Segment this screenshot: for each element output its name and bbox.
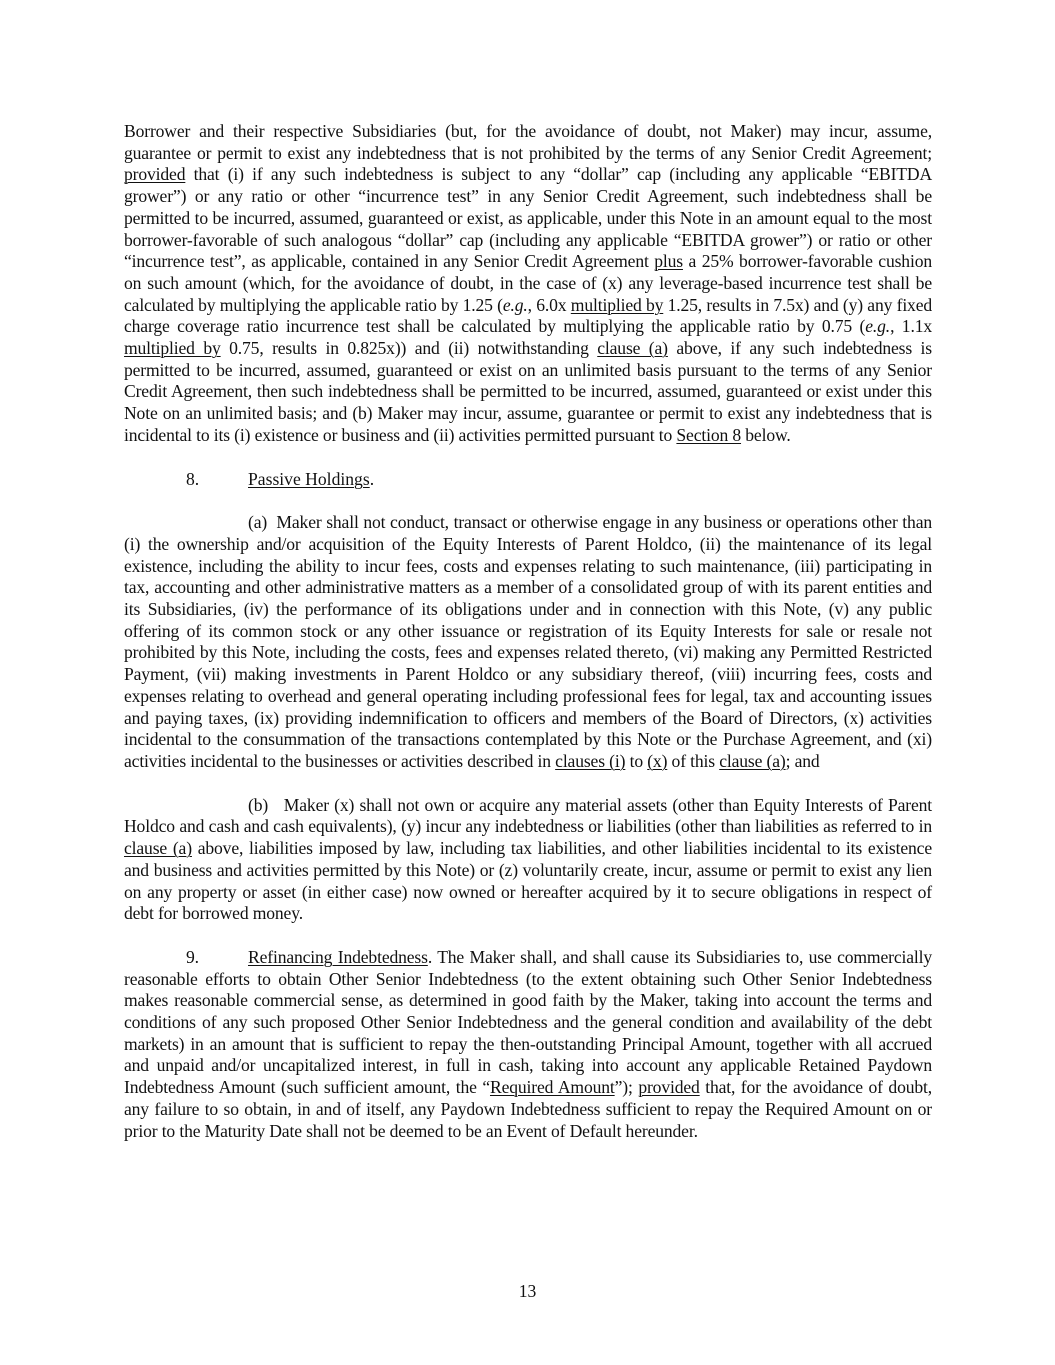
underlined-term: clause (a) bbox=[719, 750, 786, 771]
text-run: 0.75, results in 0.825x)) and (ii) notwithstanding bbox=[220, 338, 598, 359]
italic-term: e.g. bbox=[865, 316, 891, 337]
section-9-paragraph bbox=[124, 947, 932, 1142]
italic-term: e.g. bbox=[502, 294, 528, 315]
text-run: . The Maker shall, and shall cause its Subsidiaries to, use commercially reasonable efforts to obtain Other Senior Indebtedness (to the extent obtaining such Other Senior Indebtedness makes reasonable commercial sense, as determined in good faith by the Maker, taking into account the terms and conditions of any such proposed Other Senior Indebtedness and the general condition and availability of the debt markets) in an amount that is sufficient to repay the then-outstanding Principal Amount, together with all accrued and unpaid and/or uncapitalized interest, in full in cash, taking into account any applicable Retained Paydown Indebtedness Amount (such sufficient amount, the “ bbox=[124, 946, 933, 1098]
text-run: of this bbox=[667, 750, 720, 771]
text-run: (b) Maker (x) shall not own or acquire any material assets (other than Equity Interests of Parent Holdco and cash and cash equivalents), (y) incur any indebtedness or liabilities (other than liabilities as referred to in bbox=[124, 794, 932, 837]
text-run: ”); bbox=[614, 1077, 639, 1098]
text-run: that (i) if any such indebtedness is subject to any “dollar” cap (including any applicable “EBITDA grower”) or any ratio or other “incurrence test” in any Senior Credit Agreement, such indebtedness shall be permitted to be incurred, assumed, guaranteed or exist, as applicable, under this Note in an amount equal to the most borrower-favorable of such analogous “dollar” cap (including any applicable “EBITDA grower”) or ratio or other “incurrence test”, as applicable, contained in any Senior Credit Agreement bbox=[124, 164, 932, 272]
section-8-clause-b bbox=[124, 795, 932, 925]
text-run: (a) Maker shall not conduct, transact or otherwise engage in any business or operations other than (i) the ownership and/or acquisition of the Equity Interests of Parent Holdco, (ii) the maintenance of its legal existence, including the ability to incur fees, costs and expenses relating to such maintenance, (iii) participating in tax, accounting and other administrative matters as a member of a consolidated group of with its parent entities and its Subsidiaries, (iv) the performance of its obligations under and in connection with this Note, (v) any public offering of its common stock or any other issuance or registration of its Equity Interests for sale or resale not prohibited by this Note, including the costs, fees and expenses related thereto, (vi) making any Permitted Restricted Payment, (vii) making investments in Parent Holdco or any subsidiary thereof, (viii) incurring fees, costs and expenses relating to overhead and general operating including professional fees for legal, tax and accounting issues and paying taxes, (ix) providing indemnification to officers and members of the Board of Directors, (x) activities incidental to the consummation of the transactions contemplated by this Note or the Purchase Agreement, and (xi) activities incidental to the businesses or activities described in bbox=[124, 512, 932, 771]
underlined-term: provided bbox=[124, 164, 186, 185]
spacer bbox=[124, 925, 932, 947]
underlined-term: (x) bbox=[647, 750, 668, 771]
spacer bbox=[124, 447, 932, 469]
underlined-term: Required Amount bbox=[489, 1077, 615, 1098]
text-run: below. bbox=[741, 424, 791, 445]
section-8-title-wrap bbox=[248, 469, 374, 491]
section-8-heading bbox=[124, 469, 932, 491]
text-run: ; and bbox=[785, 750, 820, 771]
text-run: that, for the avoidance of doubt, any failure to so obtain, in and of itself, any Paydown Indebtedness sufficient to repay the Required Amount on or prior to the Maturity Date shall not be deemed to be an Event of Default hereunder. bbox=[124, 1077, 933, 1141]
underlined-term: clauses (i) bbox=[555, 750, 626, 771]
section-8-title: Passive Holdings bbox=[248, 468, 370, 489]
section-9-body bbox=[124, 947, 932, 1141]
document-page bbox=[124, 121, 932, 1142]
spacer bbox=[124, 490, 932, 512]
page-number: 13 bbox=[518, 1281, 537, 1301]
underlined-term: Refinancing Indebtedness bbox=[248, 946, 428, 967]
underlined-term: clause (a) bbox=[124, 838, 192, 859]
underlined-term: Section 8 bbox=[676, 424, 742, 445]
underlined-term: clause (a) bbox=[597, 338, 668, 359]
underlined-term: multiplied by bbox=[124, 338, 221, 359]
text-run: a 25% borrower-favorable cushion on such amount (which, for the avoidance of doubt, in the case of (x) any leverage-based incurrence test shall be calculated by multiplying the applicable ratio by 1.25 ( bbox=[124, 251, 932, 315]
text-run: to bbox=[625, 750, 648, 771]
text-run: above, if any such indebtedness is permitted to be incurred, assumed, guaranteed or exist on an unlimited basis pursuant to the terms of any Senior Credit Agreement, then such indebtedness shall be permitted to be incurred, assumed, guaranteed or exist under this Note on an unlimited basis; and (b) Maker may incur, assume, guarantee or permit to exist any indebtedness that is incidental to its (i) existence or business and (ii) activities permitted pursuant to bbox=[124, 338, 932, 445]
spacer bbox=[124, 773, 932, 795]
text-run: , 1.1x bbox=[890, 316, 932, 337]
section-9-number: 9. bbox=[186, 946, 199, 967]
underlined-term: provided bbox=[638, 1077, 700, 1098]
underlined-term: multiplied by bbox=[570, 294, 664, 315]
section-8-clause-a bbox=[124, 512, 932, 772]
paragraph-indebtedness-continuation bbox=[124, 121, 932, 447]
underlined-term: plus bbox=[654, 251, 683, 272]
text-run: above, liabilities imposed by law, including tax liabilities, and other liabilities incidental to its existence and business and activities permitted by this Note) or (z) voluntarily create, incur, assume or permit to exist any lien on any property or asset (in either case) now owned or hereafter acquired by it to secure obligations in respect of debt for borrowed money. bbox=[124, 838, 932, 924]
text-run: 1.25, results in 7.5x) and (y) any fixed charge coverage ratio incurrence test shall be calculated by multiplying the applicable ratio by 0.75 ( bbox=[124, 294, 933, 337]
section-8-title-suffix: . bbox=[369, 468, 375, 489]
section-8-number: 8. bbox=[186, 468, 200, 489]
text-run: Borrower and their respective Subsidiaries (but, for the avoidance of doubt, not Maker) may incur, assume, guarantee or permit to exist any indebtedness that is not prohibited by the terms of any Senior Credit Agreement; bbox=[124, 121, 932, 163]
text-run: , 6.0x bbox=[527, 294, 571, 315]
